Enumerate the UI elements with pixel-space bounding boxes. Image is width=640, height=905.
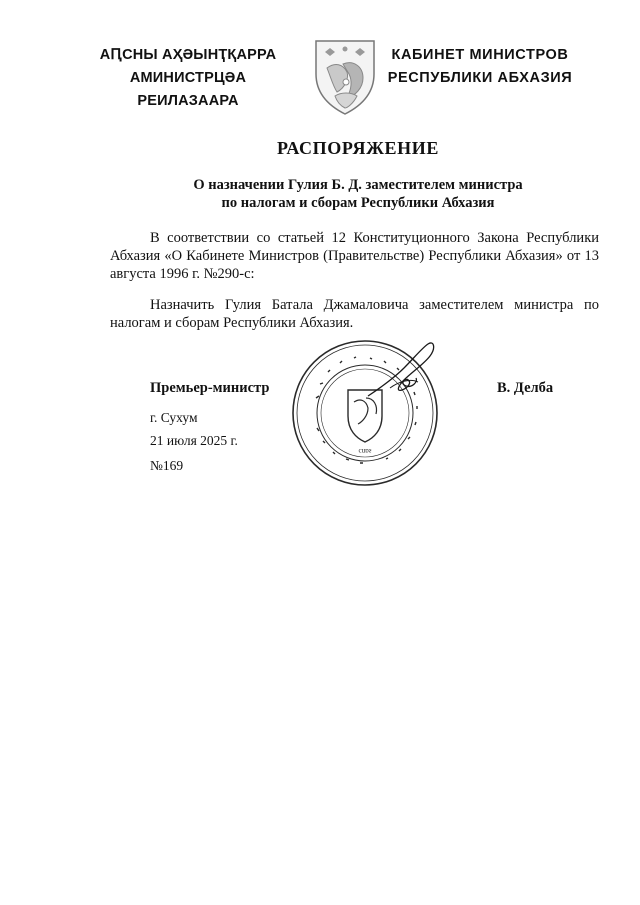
header-left	[78, 44, 298, 113]
header-left-line1: АԤСНЫ АҲӘЫНҬҚАРРА	[99, 47, 277, 63]
subject-line1: О назначении Гулия Б. Д. заместителем министра	[193, 177, 523, 193]
document-place: г. Сухум	[150, 410, 198, 425]
paragraph-basis: В соответствии со статьей 12 Конституционного Закона Республики Абхазия «О Кабинете Министров (Правительстве) Республики Абхазия» от 13 августа 1996 г. №290-с:	[110, 230, 599, 282]
paragraph-order: Назначить Гулия Батала Джамаловича заместителем министра по налогам и сборам Республики Абхазия.	[110, 297, 599, 331]
signatory-name: В. Делба	[497, 380, 554, 396]
handwritten-signature-icon	[360, 338, 445, 408]
header-right-line2: РЕСПУБЛИКИ АБХАЗИЯ	[387, 70, 573, 86]
subject-line2: по налогам и сборам Республики Абхазия	[221, 195, 495, 211]
signatory-position: Премьер-министр	[150, 380, 270, 396]
document-number: №169	[150, 458, 184, 473]
header-right-line1: КАБИНЕТ МИНИСТРОВ	[391, 47, 569, 63]
document-subject	[0, 176, 640, 212]
header-left-line2: АМИНИСТРЦӘА РЕИЛАЗААРА	[129, 70, 247, 109]
svg-text:ƨɑnɔ: ƨɑnɔ	[358, 447, 372, 455]
header-right	[380, 44, 580, 90]
document-date: 21 июля 2025 г.	[150, 433, 238, 448]
document-title: РАСПОРЯЖЕНИЕ	[277, 138, 439, 158]
coat-of-arms-icon	[313, 38, 377, 116]
